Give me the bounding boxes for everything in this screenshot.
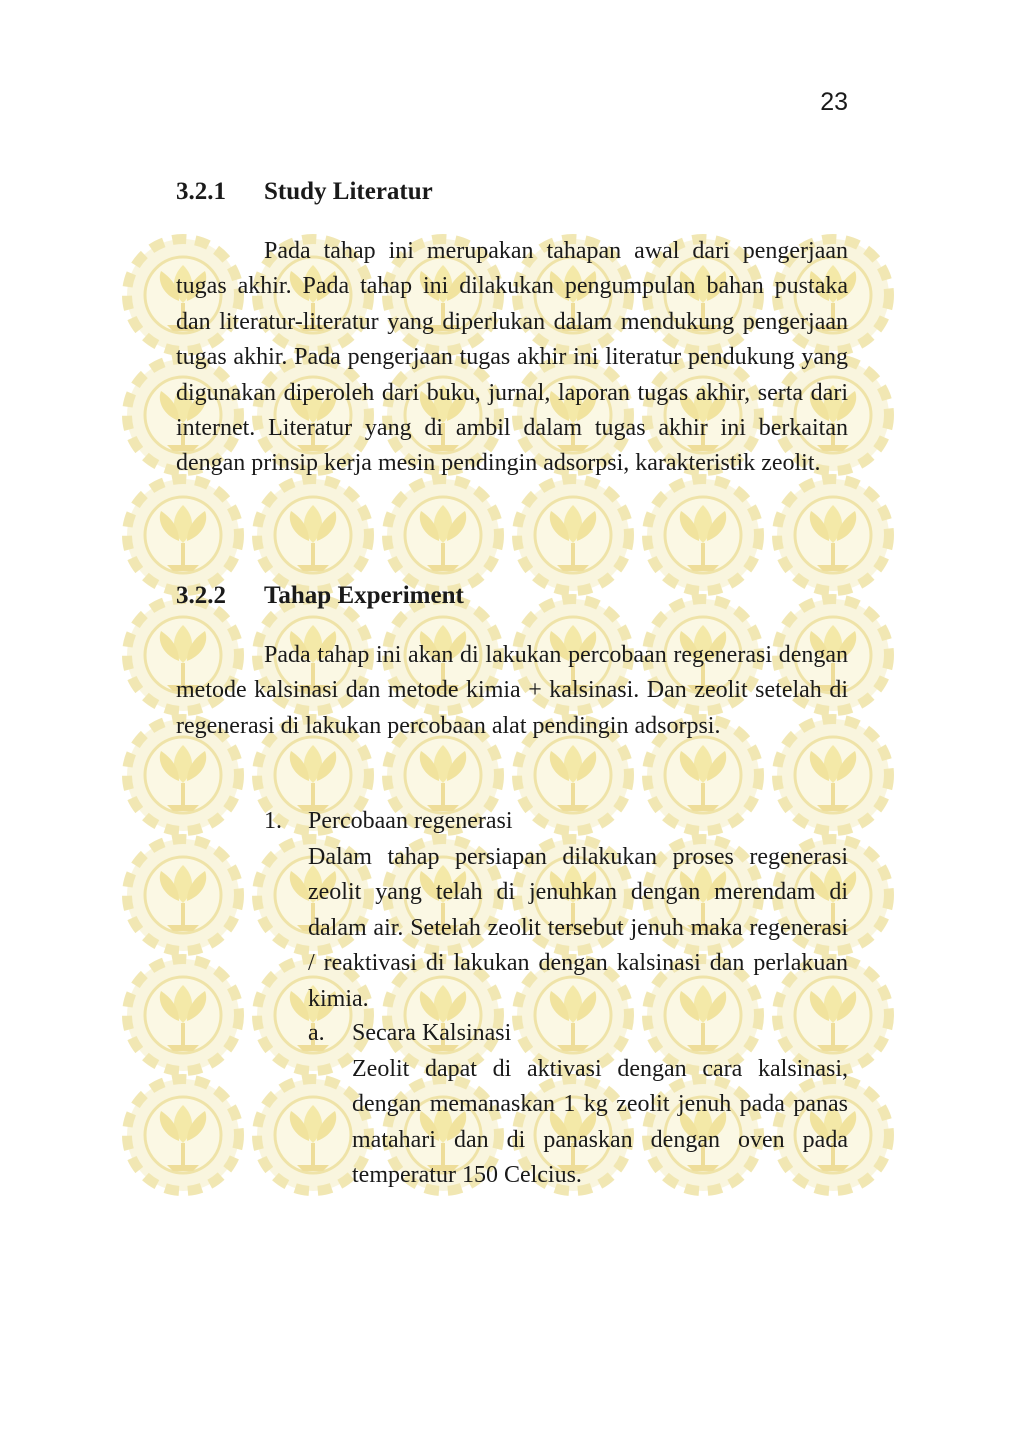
- list-item-heading: [264, 804, 513, 839]
- list-item-title: Percobaan regenerasi: [308, 808, 513, 834]
- page-number: 23: [820, 88, 848, 116]
- sub-item-marker: a.: [308, 1020, 325, 1046]
- section-paragraph: Pada tahap ini akan di lakukan percobaan regenerasi dengan metode kalsinasi dan metode kimia + kalsinasi. Dan zeolit setelah di regenerasi di lakukan percobaan alat pendingin adsorpsi.: [176, 642, 848, 739]
- sub-item-text: Zeolit dapat di aktivasi dengan cara kalsinasi, dengan memanaskan 1 kg zeolit jenuh pada panas matahari dan di panaskan dengan oven pada temperatur 150 Celcius.: [352, 1056, 848, 1189]
- section-heading-3-2-2: [176, 578, 464, 614]
- section-number: 3.2.1: [176, 178, 226, 205]
- section-heading-3-2-1: [176, 174, 433, 210]
- section-number: 3.2.2: [176, 582, 226, 609]
- section-title: Study Literatur: [264, 178, 433, 205]
- list-marker: 1.: [264, 808, 282, 834]
- sub-item-heading: [308, 1016, 511, 1051]
- section-paragraph: Pada tahap ini merupakan tahapan awal dari pengerjaan tugas akhir. Pada tahap ini dilakukan pengumpulan bahan pustaka dan literatur-literatur yang diperlukan dalam mendukung pengerjaan tugas akhir. Pada pengerjaan tugas akhir ini literatur pendukung yang digunakan diperoleh dari buku, jurnal, laporan tugas akhir, serta dari internet. Literatur yang di ambil dalam tugas akhir ini berkaitan dengan prinsip kerja mesin pendingin adsorpsi, karakteristik zeolit.: [176, 238, 848, 477]
- section-title: Tahap Experiment: [264, 582, 464, 609]
- sub-item-title: Secara Kalsinasi: [352, 1020, 512, 1046]
- list-item-text: Dalam tahap persiapan dilakukan proses regenerasi zeolit yang telah di jenuhkan dengan merendam di dalam air. Setelah zeolit tersebut jenuh maka regenerasi / reaktivasi di lakukan dengan kalsinasi dan perlakuan kimia.: [308, 844, 848, 1012]
